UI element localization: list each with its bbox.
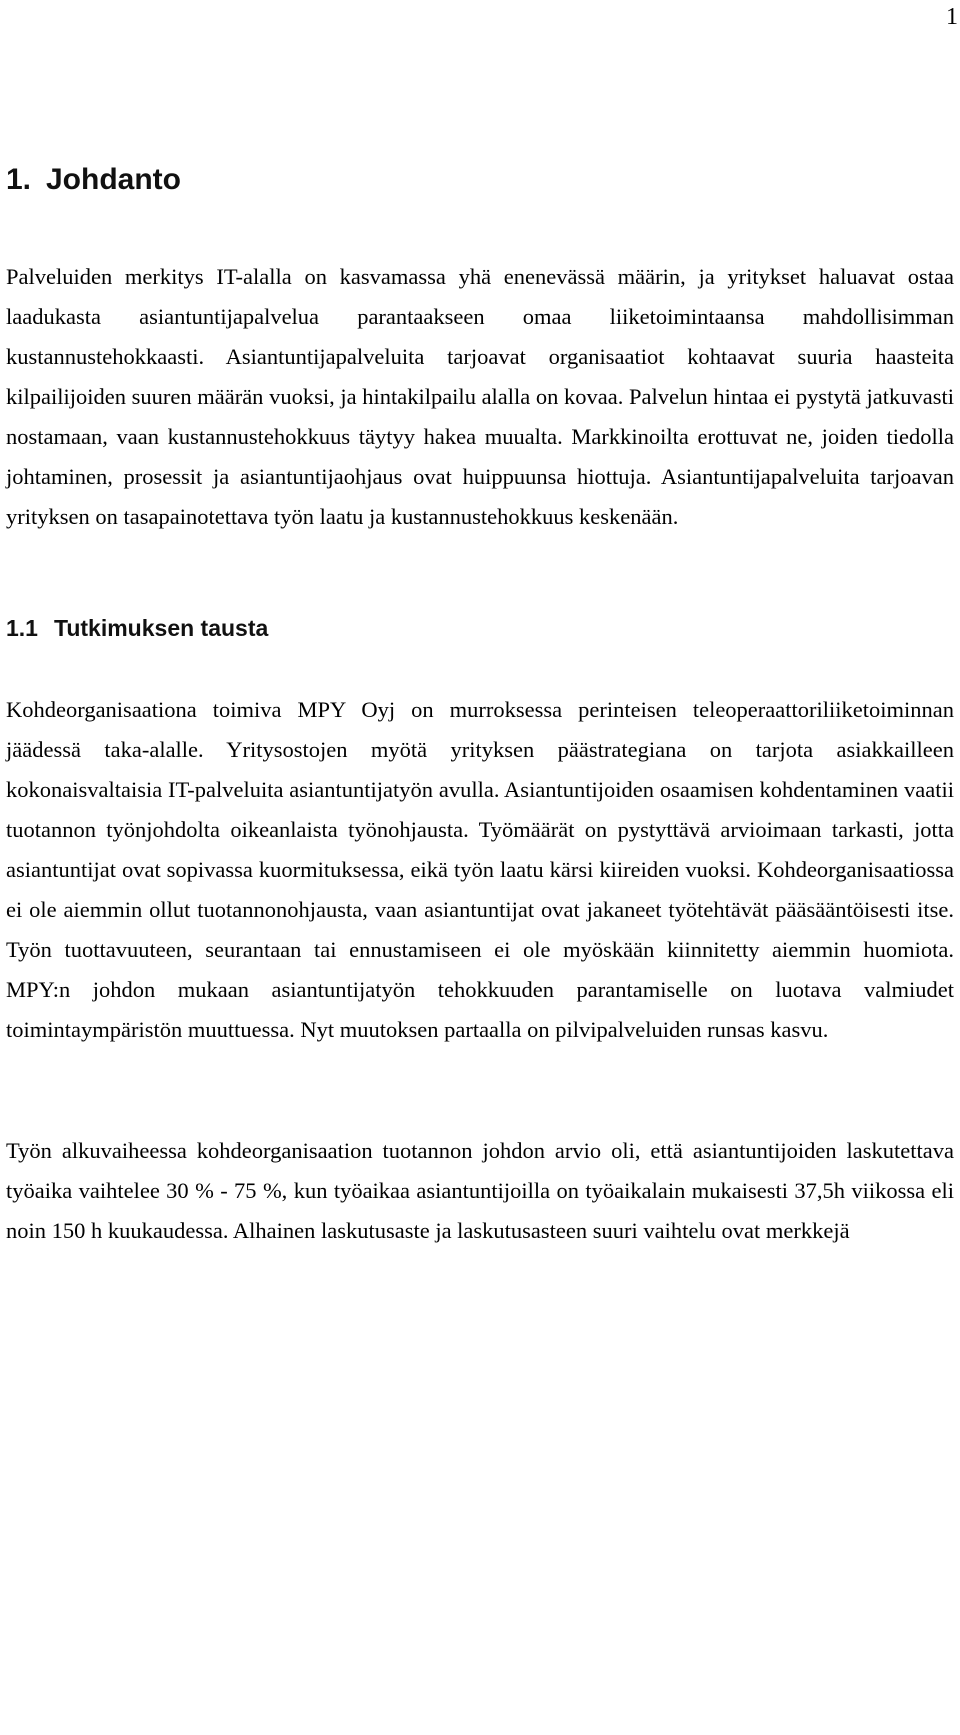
paragraph-estimate: Työn alkuvaiheessa kohdeorganisaation tuotannon johdon arvio oli, että asiantuntijoiden laskutettava työaika vaihtelee 30 % - 75 %, kun työaikaa asiantuntijoilla on työaikalain mukaisesti 37,5h viikossa eli noin 150 h kuukaudessa. Alhainen laskutusaste ja laskutusasteen suuri vaihtelu ovat merkkejä xyxy=(6,1138,954,1243)
section-number: 1.1 xyxy=(6,615,38,641)
chapter-heading xyxy=(6,160,954,200)
section-heading xyxy=(6,612,954,644)
paragraph-background: Kohdeorganisaationa toimiva MPY Oyj on murroksessa perinteisen teleoperaattoriliiketoiminnan jäädessä taka-alalle. Yritysostojen myötä yrityksen päästrategiana on tarjota asiakkailleen kokonaisvaltaisia IT-palveluita asiantuntijatyön avulla. Asiantuntijoiden osaamisen kohdentaminen vaatii tuotannon työnjohdolta oikeanlaista työnohjausta. Työmäärät on pystyttävä arvioimaan tarkasti, jotta asiantuntijat ovat sopivassa kuormituksessa, eikä työn laatu kärsi kiireiden vuoksi. Kohdeorganisaatiossa ei ole aiemmin ollut tuotannonohjausta, vaan asiantuntijat ovat jakaneet työtehtävät pääsääntöisesti itse. Työn tuottavuuteen, seurantaan tai ennustamiseen ei ole myöskään kiinnitetty aiemmin huomiota. MPY:n johdon mukaan asiantuntijatyön tehokkuuden parantamiselle on luotava valmiudet toimintaympäristön muuttuessa. Nyt muutoksen partaalla on pilvipalveluiden runsas kasvu. xyxy=(6,697,954,1042)
section-title: Tutkimuksen tausta xyxy=(54,615,269,641)
page-number: 1 xyxy=(946,4,958,30)
chapter-title: Johdanto xyxy=(46,163,181,196)
chapter-number: 1. xyxy=(6,163,32,196)
paragraph-intro: Palveluiden merkitys IT-alalla on kasvamassa yhä enenevässä määrin, ja yritykset haluavat ostaa laadukasta asiantuntijapalvelua parantaakseen omaa liiketoimintaansa mahdollisimman kustannustehokkaasti. Asiantuntijapalveluita tarjoavat organisaatiot kohtaavat suuria haasteita kilpailijoiden suuren määrän vuoksi, ja hintakilpailu alalla on kovaa. Palvelun hintaa ei pystytä jatkuvasti nostamaan, vaan kustannustehokkuus täytyy hakea muualta. Markkinoilta erottuvat ne, joiden tiedolla johtaminen, prosessit ja asiantuntijaohjaus ovat huippuunsa hiottuja. Asiantuntijapalveluita tarjoavan yrityksen on tasapainotettava työn laatu ja kustannustehokkuus keskenään. xyxy=(6,264,954,529)
document-body xyxy=(6,160,954,1251)
